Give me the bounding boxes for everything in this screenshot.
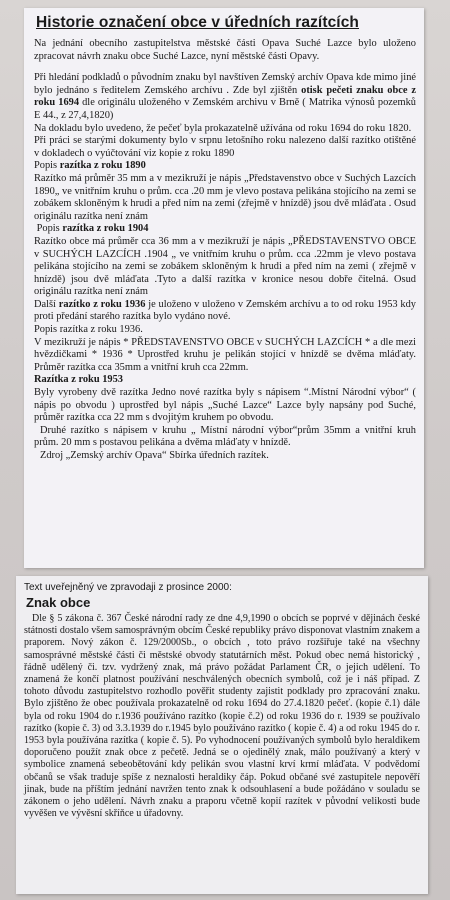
text-span: Další [34, 298, 56, 310]
paragraph-intro: Na jednání obecního zastupitelstva městské části Opava Suché Lazce bylo uloženo zpracovat návrh znaku obce Suché Lazce, nyní městské části Opavy. [34, 38, 416, 62]
history-sheet [24, 8, 424, 568]
bold-text: otisk pečeti znaku obce z roku 1694 [34, 84, 416, 109]
bold-text: razítko z roku 1936 [58, 298, 146, 310]
page-title: Historie označení obce v úředních razítcích [36, 14, 359, 31]
newsletter-sheet [16, 576, 428, 894]
bold-text: razítka z roku 1904 [62, 223, 149, 235]
paragraph-1953-second: Druhé razítko s nápisem v kruhu „ Místní národní výbor“prům 35mm a vnitřní kruh prům. 20 mm s postavou pelikána a dvěma mláďaty v hnízdě. [34, 424, 416, 449]
source-line: Zdroj „Zemský archív Opava“ Sbírka úředních razítek. [40, 450, 269, 461]
text-span: je uloženo v uloženo v Zemském archívu a to od roku 1953 kdy proti předání starého razítka bylo vydáno nové. [34, 298, 416, 323]
text-span: Při hledání podkladů o původním znaku byl navštíven Zemský archív Opava kde mimo jiné bylo jednáno s ředitelem Zemského archívu . Zde byl zjištěn [34, 72, 416, 96]
paragraph-1936: V mezikruží je nápis * PŘEDSTAVENSTVO OBCE v SUCHÝCH LAZCÍCH * a dle mezi hvězdičkami * 1936 * Uprostřed kruhu je pelikán stojící v hnízdě se dvěma mláďaty. Průměr razítka cca 35mm a vnitřní kruh cca 22mm. [34, 336, 416, 373]
section-title: Znak obce [26, 595, 91, 610]
paragraph-archive [34, 72, 416, 122]
heading-1904 [34, 223, 416, 236]
section-text: Dle § 5 zákona č. 367 České národní rady ze dne 4,9,1990 o obcích se poprvé v dějinách české státnosti dostalo všem samosprávným obcím České republiky právo disponovat vlastním znakem a praporem. Nový zákon č. 129/2000Sb., o obcích , toto právo rozšiřuje také na všechny samosprávné městské části či městské obvody statutárních měst. Pokud obec nemá historický , řádně udělený či. tzv. vydržený znak, má právo požádat Parlament ČR, o jejich udělení. To znamená že končí platnost používání neschválených obecních symbolů, což je i náš případ. Z tohoto důvodu zastupitelstvo rozhodlo pověřit studenty zajistit podklady pro zpracování znaku. Bylo zjištěno že obec používala prokazatelně od roku 1694 do 27.4.1820 pečeť. (kopie č.1) dále byla od roku 1904 do r.1936 používáno razítko (kopie č.2) od roku 1936 do r. 1939 se používalo razítko (kopie č. 3) od 3.3.1939 do r.1945 bylo používáno razítko ( kopie č. 4) a od roku 1945 do r. 1953 byla používána razítka ( kopie č. 5). Po vyhodnocení používaných symbolů bylo heraldikem doporučeno použít znak obce z pečetě. Jedná se o ojedinělý znak, málo používaný a který v symbolice znamená sebeobětování kdy pelikán svou vlastní krví krmí mláďata. V podvědomí občanů se však traduje spíše z neznalosti heraldiky čáp. Pokud občané své zastupitele nepověří jinak, bude na příštím jednání navržen tento znak k odsouhlasení a bude požádáno v souladu se zákonem o jeho udělení. Návrh znaku a praporu včetně kopií razítek v původní velikosti bude vyvěšen ve vývěsní skříňce u úřadovny. [24, 613, 420, 820]
paragraph-1953: Byly vyrobeny dvě razítka Jedno nové razítka byly s nápisem “.Místní Národní výbor“ ( nápis po obvodu ) uprostřed byl nápis „Suché Lazce“ Lazce byly napsány pod Suché, průměr razítka cca 22 mm s dvojitým kruhem po obvodu. [34, 387, 416, 424]
newsletter-intro: Text uveřejněný ve zpravodaji z prosince 2000: [24, 582, 232, 593]
paragraph-1936-archive [34, 299, 416, 324]
text-span: Popis [36, 223, 60, 235]
text-span: Popis [34, 160, 58, 172]
heading-1953: Razítka z roku 1953 [34, 374, 123, 386]
text-span: dle originálu uloženého v Zemském archivu v Brně ( Matrika výnosů pozemků E 44., z 27,4,1820) [34, 97, 416, 121]
paragraph-document: Na dokladu bylo uvedeno, že pečeť byla prokazatelně užívána od roku 1694 do roku 1820. [34, 122, 412, 134]
heading-1936: Popis razítka z roku 1936. [34, 324, 143, 336]
paragraph-1890: Razítko má průměr 35 mm a v mezikruží je nápis „Představenstvo obce v Suchých Lazcích 1890„ ve vnitřním kruhu o prům. cca .20 mm je vlevo postava pelikána stojícího na zemi se zobákem skloněným k hrudi a před ním na zemi (zřejmě v hnízdě) jsou dvě mláďata . Osud originálu razítka není znám [34, 172, 416, 222]
bold-text: razítka z roku 1890 [59, 160, 146, 172]
paragraph-work: Při práci se starými dokumenty bylo v srpnu letošního roku nalezeno další razítko otištěné v dokladech o vyúčtování viz kopie z roku 1890 [34, 135, 416, 159]
heading-1890 [34, 160, 416, 173]
paragraph-1904: Razítko obce má průměr cca 36 mm a v mezikruží je nápis „PŘEDSTAVENSTVO OBCE v SUCHÝCH LAZCÍCH .1904 „ ve vnitřním kruhu o prům. cca .22mm je vlevo postava pelikána stojícího na zemi se zobákem skloněným k hrudi a před ním na zemi ( zřejmě v hnízdě) jsou dvě mláďata .Tyto a další razítka v kronice nesou dobře čitelná. Osud originálu razítka není znám [34, 235, 416, 298]
